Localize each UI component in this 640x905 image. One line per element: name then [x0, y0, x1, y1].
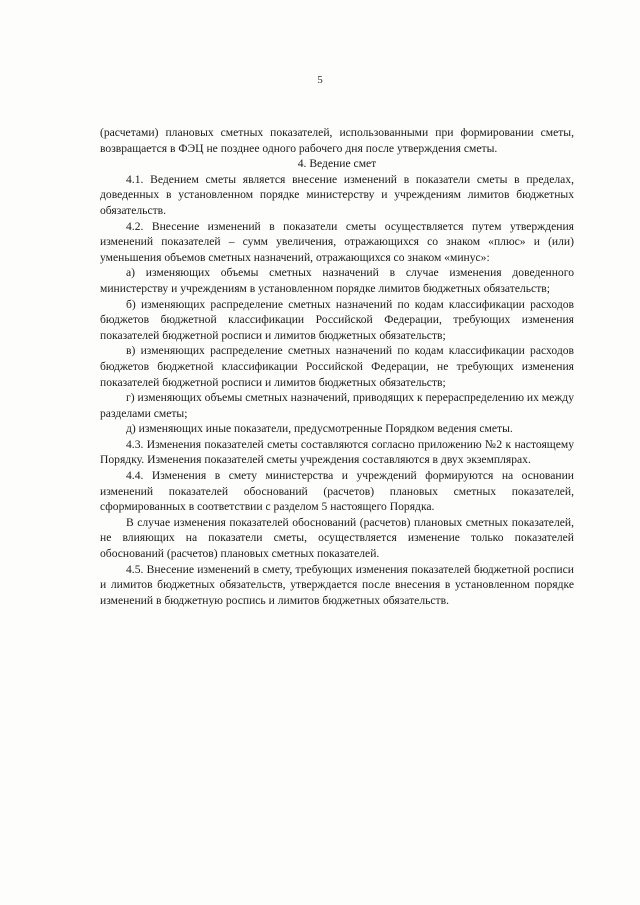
- list-item-g: г) изменяющих объемы сметных назначений, приводящих к перераспределению их между разделами сметы;: [100, 391, 574, 420]
- list-item-b: б) изменяющих распределение сметных назначений по кодам классификации расходов бюджетов бюджетной классификации Российской Федерации, требующих изменения показателей бюджетной росписи и лимитов бюджетных обязательств;: [100, 297, 574, 342]
- list-item-a: а) изменяющих объемы сметных назначений в случае изменения доведенного министерству и учреждениям в установленном порядке лимитов бюджетных обязательств;: [100, 266, 574, 295]
- section-heading: 4. Ведение смет: [297, 157, 377, 171]
- list-item-v: в) изменяющих распределение сметных назначений по кодам классификации расходов бюджетов бюджетной классификации Российской Федерации, не требующих изменения показателей бюджетной росписи и лимитов бюджетных обязательств;: [100, 344, 574, 389]
- paragraph-4-4-case: В случае изменения показателей обоснований (расчетов) плановых сметных показателей, не влияющих на показатели сметы, осуществляется изменение только показателей обоснований (расчетов) плановых сметных показателей.: [100, 515, 574, 561]
- paragraph-4-1: 4.1. Ведением сметы является внесение изменений в показатели сметы в пределах, доведенных в установленном порядке министерству и учреждениям лимитов бюджетных обязательств.: [100, 172, 574, 217]
- document-body: [100, 125, 574, 608]
- paragraph-4-5: 4.5. Внесение изменений в смету, требующих изменения показателей бюджетной росписи и лимитов бюджетных обязательств, утверждается после внесения в установленном порядке изменений в бюджетную роспись и лимитов бюджетных обязательств.: [100, 562, 574, 607]
- list-item-d: д) изменяющих иные показатели, предусмотренные Порядком ведения сметы.: [126, 422, 513, 436]
- page-number: 5: [317, 74, 323, 86]
- paragraph-4-2: 4.2. Внесение изменений в показатели сметы осуществляется путем утверждения изменений показателей – сумм увеличения, отражающихся со знаком «плюс» и (или) уменьшения объемов сметных назначений, отражающихся со знаком «минус»:: [100, 219, 574, 264]
- paragraph-4-4: 4.4. Изменения в смету министерства и учреждений формируются на основании изменений показателей обоснований (расчетов) плановых сметных показателей, сформированных в соответствии с разделом 5 настоящего Порядка.: [100, 469, 574, 514]
- paragraph-4-3: 4.3. Изменения показателей сметы составляются согласно приложению №2 к настоящему Порядку. Изменения показателей сметы учреждения составляются в двух экземплярах.: [100, 437, 574, 467]
- intro-paragraph: (расчетами) плановых сметных показателей, использованными при формировании сметы, возвращается в ФЭЦ не позднее одного рабочего дня после утверждения сметы.: [100, 126, 574, 155]
